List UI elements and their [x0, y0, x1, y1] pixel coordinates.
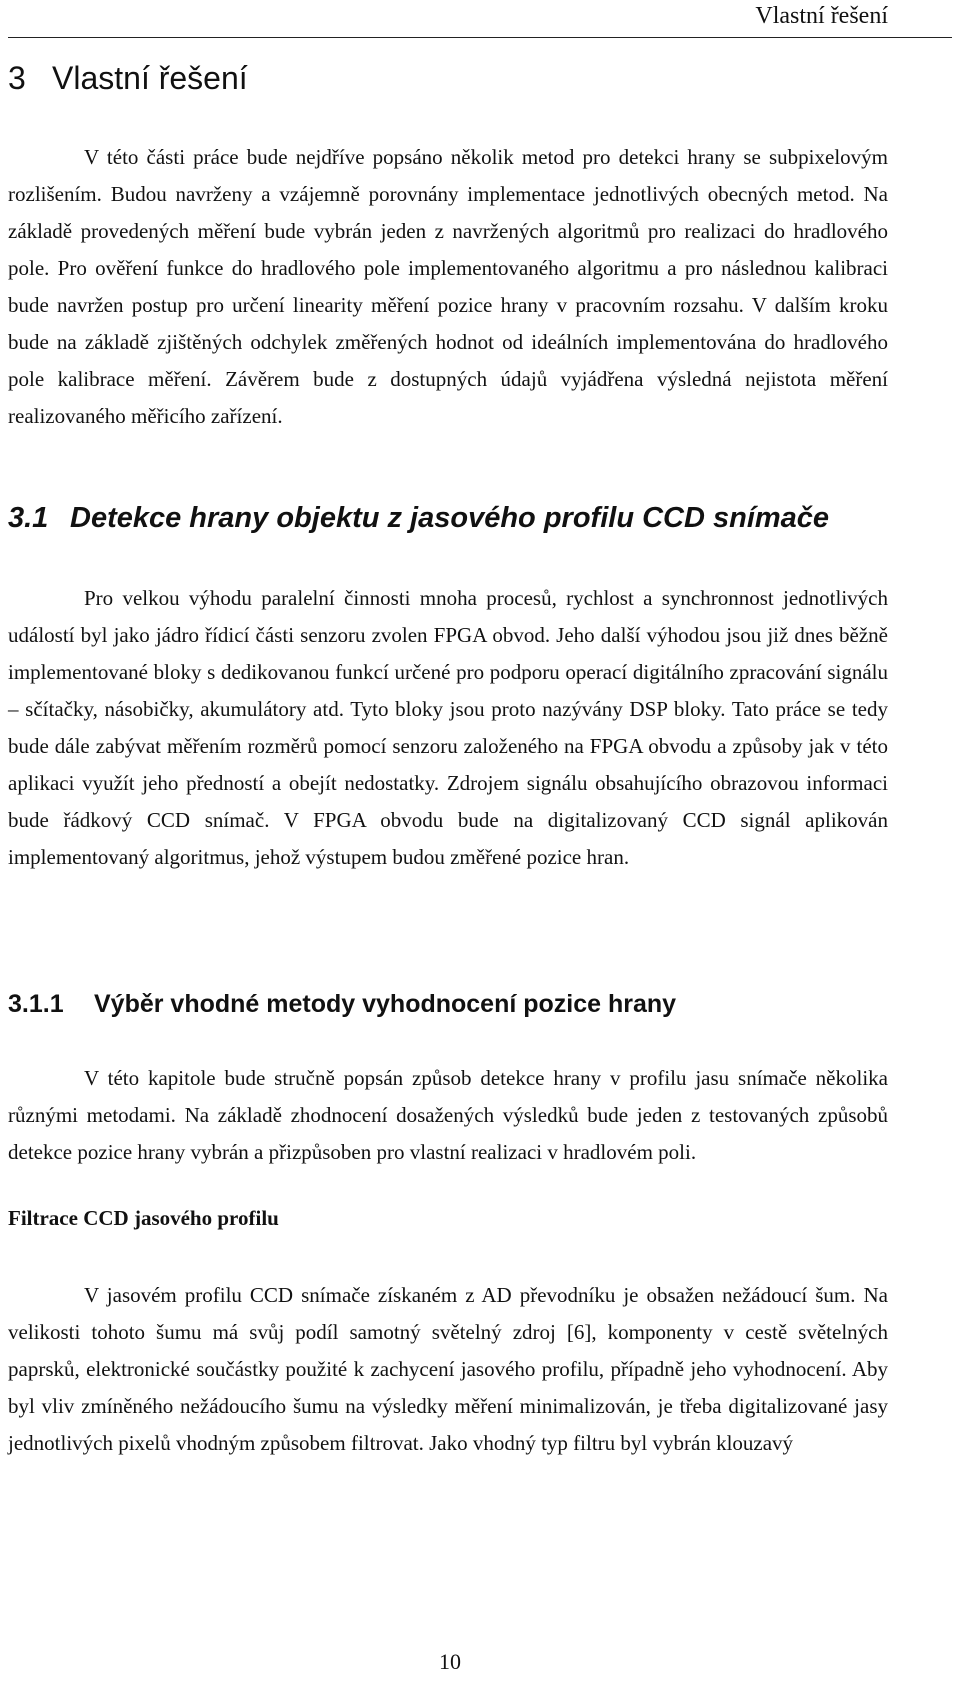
- subheading-paragraph: V jasovém profilu CCD snímače získaném z AD převodníku je obsažen nežádoucí šum. Na velikosti tohoto šumu má svůj podíl samotný světelný zdroj [6], komponenty v cestě světelných paprsků, elektronické součástky použité k zachycení jasového profilu, případně jeho vyhodnocení. Aby byl vliv zmíněného nežádoucího šumu na výsledky měření minimalizován, je třeba digitalizované jasy jednotlivých pixelů vhodným způsobem filtrovat. Jako vhodný typ filtru byl vybrán klouzavý: [8, 1283, 888, 1455]
- subsection-heading: [8, 988, 676, 1020]
- subheading-title: Filtrace CCD jasového profilu: [8, 1206, 279, 1230]
- subsection-number: 3.1.1: [8, 990, 64, 1018]
- chapter-title: Vlastní řešení: [52, 60, 248, 96]
- subsection-paragraph: V této kapitole bude stručně popsán způsob detekce hrany v profilu jasu snímače několika různými metodami. Na základě zhodnocení dosažených výsledků bude jeden z testovaných způsobů detekce pozice hrany vybrán a přizpůsoben pro vlastní realizaci v hradlovém poli.: [8, 1066, 888, 1164]
- chapter-number: 3: [8, 60, 26, 96]
- header-rule: [8, 37, 952, 38]
- running-header: Vlastní řešení: [755, 3, 888, 29]
- section-paragraph: Pro velkou výhodu paralelní činnosti mnoha procesů, rychlost a synchronnost jednotlivých událostí byl jako jádro řídicí části senzoru zvolen FPGA obvod. Jeho další výhodou jsou již dnes běžně implementované bloky s dedikovanou funkcí určené pro podporu operací digitálního zpracování signálu – sčítačky, násobičky, akumulátory atd. Tyto bloky jsou proto nazývány DSP bloky. Tato práce se tedy bude dále zabývat měřením rozměrů pomocí senzoru založeného na FPGA obvodu a způsoby jak v této aplikaci využít jeho předností a obejít nedostatky. Zdrojem signálu obsahujícího obrazovou informaci bude řádkový CCD snímač. V FPGA obvodu bude na digitalizovaný CCD signál aplikován implementovaný algoritmus, jehož výstupem budou změřené pozice hran.: [8, 586, 888, 869]
- chapter-paragraph: V této části práce bude nejdříve popsáno několik metod pro detekci hrany se subpixelovým rozlišením. Budou navrženy a vzájemně porovnány implementace jednotlivých obecných metod. Na základě provedených měření bude vybrán jeden z navržených algoritmů pro realizaci do hradlového pole. Pro ověření funkce do hradlového pole implementovaného algoritmu a pro následnou kalibraci bude navržen postup pro určení linearity měření pozice hrany v pracovním rozsahu. V dalším kroku bude na základě zjištěných odchylek změřených hodnot od ideálních implementována do hradlového pole kalibrace měření. Závěrem bude z dostupných údajů vyjádřena výsledná nejistota měření realizovaného měřicího zařízení.: [8, 145, 888, 428]
- page-number: 10: [439, 1649, 461, 1674]
- chapter-heading: [8, 60, 248, 96]
- section-number: 3.1: [8, 502, 49, 534]
- section-heading: [8, 500, 829, 536]
- section-title: Detekce hrany objektu z jasového profilu CCD snímače: [70, 502, 830, 534]
- subsection-title: Výběr vhodné metody vyhodnocení pozice hrany: [94, 990, 677, 1018]
